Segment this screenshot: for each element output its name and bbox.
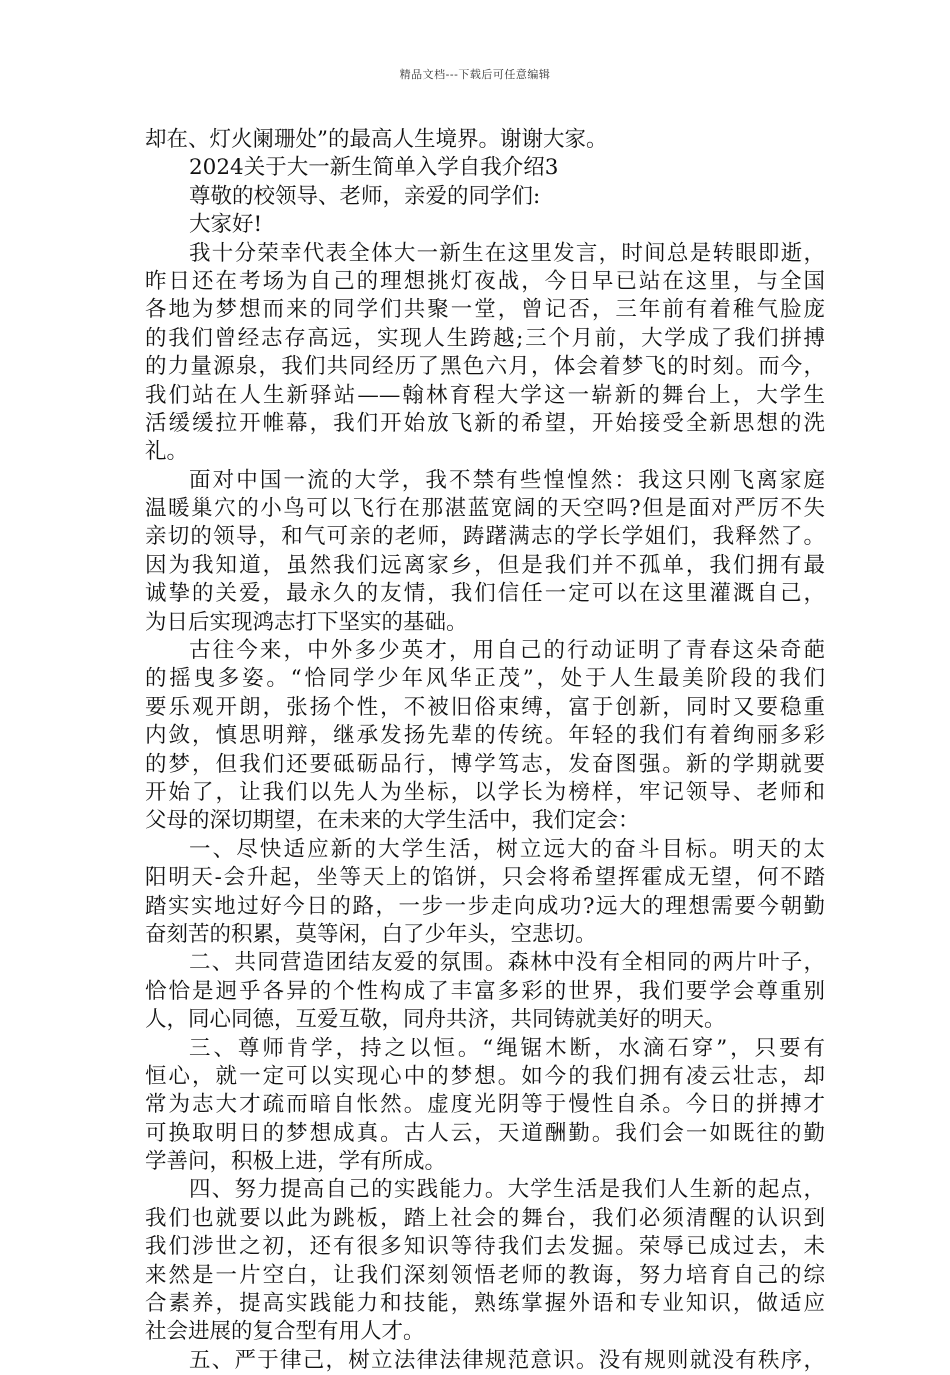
text-line: 2024关于大一新生简单入学自我介绍3	[189, 155, 559, 181]
text-line: 诚挚的关爱，最永久的友情，我们信任一定可以在这里灌溉自己，	[145, 581, 825, 607]
text-line: 亲切的领导，和气可亲的老师，踌躇满志的学长学姐们，我释然了。	[145, 524, 825, 550]
text-line: 古往今来，中外多少英才，用自己的行动证明了青春这朵奇葩	[189, 638, 825, 664]
text-line: 内敛，慎思明辩，继承发扬先辈的传统。年轻的我们有着绚丽多彩	[145, 723, 825, 749]
text-line: 三、尊师肯学，持之以恒。“绳锯木断，水滴石穿”，只要有	[189, 1035, 825, 1061]
text-line: 的摇曳多姿。“恰同学少年风华正茂”，处于人生最美阶段的我们	[145, 666, 825, 692]
text-line: 合素养，提高实践能力和技能，熟练掌握外语和专业知识，做适应	[145, 1291, 825, 1317]
text-line: 四、努力提高自己的实践能力。大学生活是我们人生新的起点，	[189, 1177, 825, 1203]
page-header: 精品文档---下载后可任意编辑	[399, 68, 551, 81]
text-line: 大家好!	[189, 212, 263, 238]
text-line: 活缓缓拉开帷幕，我们开始放飞新的希望，开始接受全新思想的洗	[145, 410, 825, 436]
text-line: 恰恰是迥乎各异的个性构成了丰富多彩的世界，我们要学会尊重别	[145, 978, 825, 1004]
text-line: 常为志大才疏而暗自怅然。虚度光阴等于慢性自杀。今日的拼搏才	[145, 1092, 825, 1118]
text-line: 为日后实现鸿志打下坚实的基础。	[145, 609, 468, 635]
document-body	[145, 126, 825, 1375]
text-line: 一、尽快适应新的大学生活，树立远大的奋斗目标。明天的太	[189, 836, 825, 862]
text-line: 五、严于律己，树立法律法律规范意识。没有规则就没有秩序，	[189, 1347, 825, 1373]
text-line: 来然是一片空白，让我们深刻领悟老师的教诲，努力培育自己的综	[145, 1262, 825, 1288]
text-line: 昨日还在考场为自己的理想挑灯夜战，今日早已站在这里，与全国	[145, 268, 825, 294]
text-line: 的力量源泉，我们共同经历了黑色六月，体会着梦飞的时刻。而今，	[145, 354, 825, 380]
text-line: 各地为梦想而来的同学们共聚一堂，曾记否，三年前有着稚气脸庞	[145, 297, 825, 323]
text-line: 却在、灯火阑珊处”的最高人生境界。谢谢大家。	[145, 127, 608, 152]
text-line: 人，同心同德，互爱互敬，同舟共济，共同铸就美好的明天。	[145, 1007, 726, 1033]
text-line: 因为我知道，虽然我们远离家乡，但是我们并不孤单，我们拥有最	[145, 552, 825, 578]
text-line: 恒心，就一定可以实现心中的梦想。如今的我们拥有凌云壮志，却	[145, 1063, 825, 1089]
text-line: 二、共同营造团结友爱的氛围。森林中没有全相同的两片叶子，	[189, 950, 825, 976]
text-line: 礼。	[145, 439, 189, 465]
text-line: 尊敬的校领导、老师，亲爱的同学们:	[189, 183, 541, 209]
text-line: 温暖巢穴的小鸟可以飞行在那湛蓝宽阔的天空吗?但是面对严厉不失	[145, 496, 825, 522]
text-line: 阳明天-会升起，坐等天上的馅饼，只会将希望挥霍成无望，何不踏	[145, 865, 825, 891]
text-line: 我十分荣幸代表全体大一新生在这里发言，时间总是转眼即逝，	[189, 240, 825, 266]
text-line: 奋刻苦的积累，莫等闲，白了少年头，空悲切。	[145, 921, 597, 947]
text-line: 我们也就要以此为跳板，踏上社会的舞台，我们必须清醒的认识到	[145, 1205, 825, 1231]
text-line: 社会进展的复合型有用人才。	[145, 1319, 425, 1345]
text-line: 要乐观开朗，张扬个性，不被旧俗束缚，富于创新，同时又要稳重	[145, 694, 825, 720]
text-line: 学善问，积极上进，学有所成。	[145, 1149, 447, 1175]
text-line: 可换取明日的梦想成真。古人云，天道酬勤。我们会一如既往的勤	[145, 1120, 825, 1146]
text-line: 开始了，让我们以先人为坐标，以学长为榜样，牢记领导、老师和	[145, 779, 825, 805]
text-line: 的梦，但我们还要砥砺品行，博学笃志，发奋图强。新的学期就要	[145, 751, 825, 777]
text-line: 我们站在人生新驿站——翰林育程大学这一崭新的舞台上，大学生	[145, 382, 825, 408]
text-line: 踏实实地过好今日的路，一步一步走向成功?远大的理想需要今朝勤	[145, 893, 825, 919]
text-line: 面对中国一流的大学，我不禁有些惶惶然：我这只刚飞离家庭	[189, 467, 825, 493]
text-line: 的我们曾经志存高远，实现人生跨越;三个月前，大学成了我们拼搏	[145, 325, 825, 351]
text-line: 我们涉世之初，还有很多知识等待我们去发掘。荣辱已成过去，未	[145, 1234, 825, 1260]
text-line: 父母的深切期望，在未来的大学生活中，我们定会：	[145, 808, 640, 834]
